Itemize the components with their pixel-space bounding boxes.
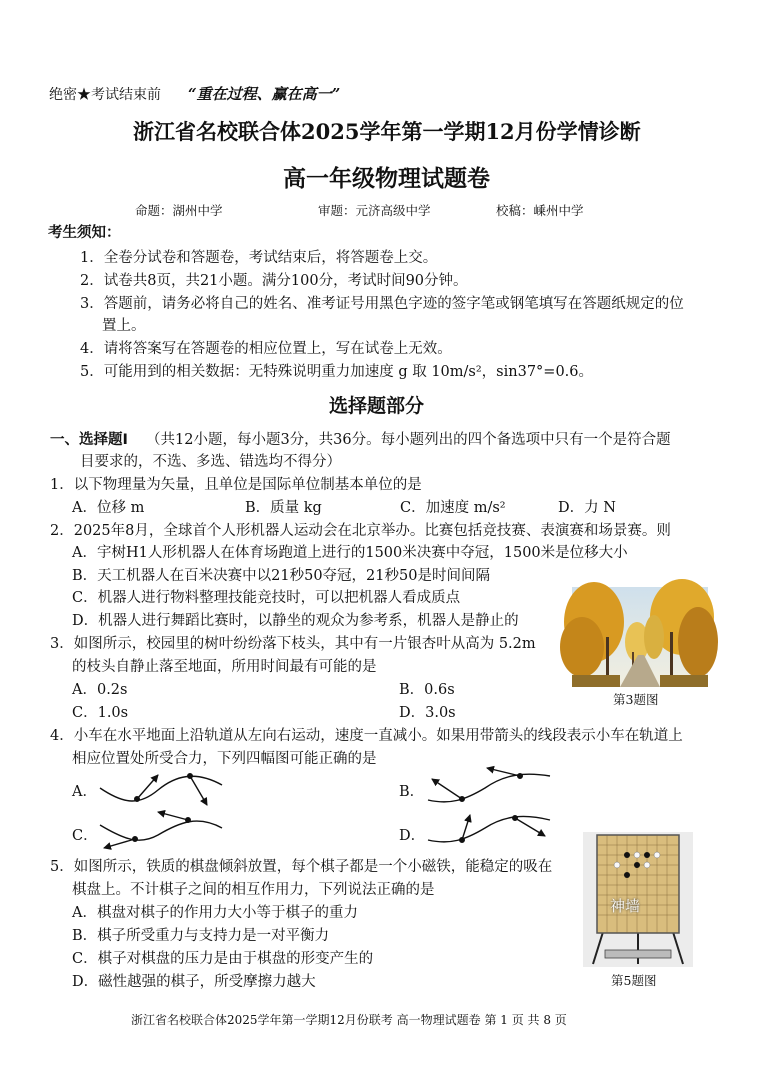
q4-label-b: B． — [399, 784, 425, 800]
q2-option-c: C．机器人进行物料整理技能竞技时，可以把机器人看成质点 — [72, 590, 461, 606]
motto: “重在过程、赢在高一” — [188, 85, 341, 103]
q2-option-d: D．机器人进行舞蹈比赛时，以静坐的观众为参考系，机器人是静止的 — [72, 613, 519, 629]
q1-option-b: B．质量 kg — [245, 500, 322, 516]
q5-option-c: C．棋子对棋盘的压力是由于棋盘的形变产生的 — [72, 951, 374, 967]
q1-option-d: D．力 N — [558, 500, 616, 516]
q3-stem: 3．如图所示，校园里的树叶纷纷落下枝头，其中有一片银杏叶从高为 5.2m — [50, 636, 536, 652]
notice-heading: 考生须知： — [48, 225, 121, 241]
q4-stem: 4．小车在水平地面上沿轨道从左向右运动，速度一直减小。如果用带箭头的线段表示小车在轨道上 — [50, 728, 683, 744]
q4-diagram-c — [100, 812, 222, 848]
notice-item: 5．可能用到的相关数据：无特殊说明重力加速度 g 取 10m/s²，sin37°=0.6。 — [80, 364, 593, 380]
notice-item: 3．答题前，请务必将自己的姓名、准考证号用黑色字迹的签字笔或钢笔填写在答题纸规定的位 — [80, 296, 684, 312]
notice-item: 4．请将答案写在答题卷的相应位置上，写在试卷上无效。 — [80, 341, 452, 357]
author-credit: 命题：湖州中学 — [135, 203, 223, 218]
q5-stem: 5．如图所示，铁质的棋盘倾斜放置，每个棋子都是一个小磁铁，能稳定的吸在 — [50, 859, 553, 875]
q4-diagram-b — [428, 768, 550, 802]
q1-stem: 1．以下物理量为矢量，且单位是国际单位制基本单位的是 — [50, 477, 422, 493]
page-footer: 浙江省名校联合体2025学年第一学期12月份联考 高一物理试题卷 第 1 页 共 8 页 — [131, 1013, 567, 1027]
q3-option-c: C．1.0s — [72, 705, 129, 721]
q4-label-c: C． — [72, 828, 98, 844]
q4-label-d: D． — [399, 828, 426, 844]
q2-option-b: B．天工机器人在百米决赛中以21秒50夺冠，21秒50是时间间隔 — [72, 568, 490, 584]
q4-label-a: A． — [72, 784, 97, 800]
part-title: 选择题部分 — [329, 395, 425, 417]
q4-stem: 相应位置处所受合力，下列四幅图可能正确的是 — [72, 751, 377, 767]
q3-figure-caption: 第3题图 — [613, 692, 659, 707]
q5-figure-caption: 第5题图 — [611, 973, 657, 988]
reviewer-credit: 审题：元济高级中学 — [318, 203, 431, 218]
q4-diagram-a — [100, 774, 222, 805]
secret-label: 绝密★考试结束前 — [49, 87, 161, 103]
q3-option-d: D．3.0s — [399, 705, 456, 721]
q2-stem: 2．2025年8月，全球首个人形机器人运动会在北京举办。比赛包括竞技赛、表演赛和场景赛。则 — [50, 523, 671, 539]
section-desc: 目要求的，不选、多选、错选均不得分） — [80, 454, 341, 470]
q5-option-b: B．棋子所受重力与支持力是一对平衡力 — [72, 928, 330, 944]
section-desc: （共12小题，每小题3分，共36分。每小题列出的四个备选项中只有一个是符合题 — [146, 432, 671, 448]
q3-stem: 的枝头自静止落至地面，所用时间最有可能的是 — [72, 659, 377, 675]
q3-option-b: B．0.6s — [399, 682, 455, 698]
notice-item: 2．试卷共8页，共21小题。满分100分，考试时间90分钟。 — [80, 273, 468, 289]
proof-credit: 校稿：嵊州中学 — [496, 203, 584, 218]
q5-option-d: D．磁性越强的棋子，所受摩擦力越大 — [72, 974, 316, 990]
q2-option-a: A．宇树H1人形机器人在体育场跑道上进行的1500米决赛中夺冠，1500米是位移大小 — [72, 545, 628, 561]
q3-option-a: A．0.2s — [72, 682, 128, 698]
q4-diagram-d — [428, 815, 550, 842]
exam-title: 浙江省名校联合体2025学年第一学期12月份学情诊断 — [133, 119, 641, 144]
q5-option-a: A．棋盘对棋子的作用力大小等于棋子的重力 — [72, 905, 358, 921]
section-label: 一、选择题Ⅰ — [50, 432, 128, 448]
q1-option-c: C．加速度 m/s² — [400, 500, 506, 516]
board-watermark-text: 神墙 — [610, 897, 641, 915]
exam-subtitle: 高一年级物理试题卷 — [283, 165, 490, 192]
notice-item: 置上。 — [102, 318, 146, 334]
notice-item: 1．全卷分试卷和答题卷，考试结束后，将答题卷上交。 — [80, 250, 438, 266]
q1-option-a: A．位移 m — [72, 500, 145, 516]
q5-stem: 棋盘上。不计棋子之间的相互作用力，下列说法正确的是 — [72, 882, 435, 898]
